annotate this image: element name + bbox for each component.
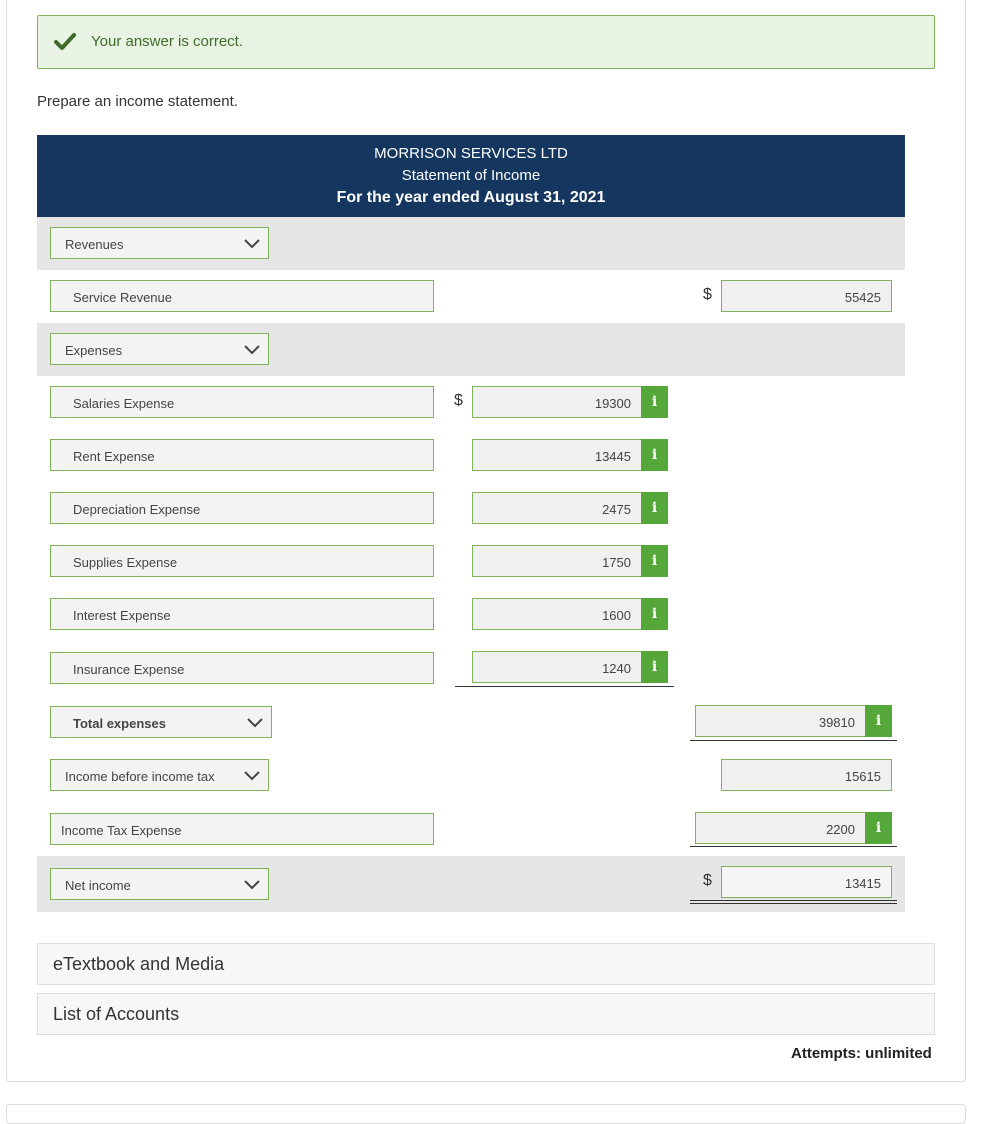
income-before-tax-value: Income before income tax: [65, 769, 215, 784]
expense-amount-input[interactable]: [472, 439, 668, 471]
correct-answer-banner: [37, 15, 935, 69]
expense-amount-value: 1600: [602, 608, 631, 623]
subtotal-underline: [455, 686, 674, 687]
net-income-select[interactable]: [50, 868, 269, 900]
chevron-down-icon: [244, 880, 260, 890]
expenses-heading-value: Expenses: [65, 343, 123, 358]
expense-amount-value: 2475: [602, 502, 631, 517]
income-before-tax-select[interactable]: [50, 759, 269, 791]
info-icon[interactable]: i: [641, 439, 668, 471]
expense-amount-value: 1750: [602, 555, 631, 570]
expenses-heading-select[interactable]: [50, 333, 269, 365]
expense-amount-input[interactable]: [472, 598, 668, 630]
income-before-tax-amount-input[interactable]: 15615: [721, 759, 892, 791]
expense-account-field[interactable]: Interest Expense: [50, 598, 434, 630]
chevron-down-icon: [244, 771, 260, 781]
total-expenses-select[interactable]: [50, 706, 272, 738]
info-icon[interactable]: i: [865, 705, 892, 737]
income-tax-account-field[interactable]: Income Tax Expense: [50, 813, 434, 845]
chevron-down-icon: [244, 345, 260, 355]
income-tax-amount-input[interactable]: [695, 812, 892, 844]
checkmark-icon: [54, 30, 76, 52]
chevron-down-icon: [247, 718, 263, 728]
info-icon[interactable]: i: [865, 812, 892, 844]
question-prompt: Prepare an income statement.: [37, 93, 238, 110]
info-icon[interactable]: i: [641, 651, 668, 683]
expense-account-field[interactable]: Insurance Expense: [50, 652, 434, 684]
list-of-accounts-section[interactable]: List of Accounts: [37, 993, 935, 1035]
expense-amount-value: 1240: [602, 661, 631, 676]
expense-amount-input[interactable]: [472, 492, 668, 524]
total-expenses-amount-input[interactable]: [695, 705, 892, 737]
service-revenue-amount-input[interactable]: 55425: [721, 280, 892, 312]
next-card: [6, 1104, 966, 1124]
revenues-heading-select[interactable]: [50, 227, 269, 259]
double-underline-top: [690, 900, 897, 901]
statement-period: For the year ended August 31, 2021: [336, 189, 606, 206]
dollar-sign: $: [454, 392, 463, 409]
expense-account-field[interactable]: Depreciation Expense: [50, 492, 434, 524]
expense-account-field[interactable]: Supplies Expense: [50, 545, 434, 577]
attempts-label: Attempts: unlimited: [791, 1045, 932, 1062]
revenues-heading-value: Revenues: [65, 237, 124, 252]
expense-account-field[interactable]: Salaries Expense: [50, 386, 434, 418]
total-expenses-value: Total expenses: [73, 716, 166, 731]
info-icon[interactable]: i: [641, 598, 668, 630]
info-icon[interactable]: i: [641, 545, 668, 577]
etextbook-media-section[interactable]: eTextbook and Media: [37, 943, 935, 985]
expense-amount-value: 13445: [594, 449, 631, 464]
service-revenue-account-field[interactable]: Service Revenue: [50, 280, 434, 312]
company-name: MORRISON SERVICES LTD: [374, 145, 568, 162]
dollar-sign: $: [703, 286, 712, 303]
expense-amount-input[interactable]: [472, 386, 668, 418]
statement-title: Statement of Income: [401, 167, 541, 184]
dollar-sign: $: [703, 872, 712, 889]
expense-account-field[interactable]: Rent Expense: [50, 439, 434, 471]
tax-underline: [690, 846, 897, 847]
expense-amount-value: 19300: [594, 396, 631, 411]
income-tax-amount-value: 2200: [826, 822, 855, 837]
banner-message: Your answer is correct.: [91, 33, 244, 50]
total-underline: [690, 740, 897, 741]
expense-amount-input[interactable]: [472, 545, 668, 577]
net-income-amount-input[interactable]: 13415: [721, 866, 892, 898]
info-icon[interactable]: i: [641, 492, 668, 524]
total-expenses-amount-value: 39810: [818, 715, 855, 730]
expense-amount-input[interactable]: [472, 651, 668, 683]
net-income-value: Net income: [65, 878, 131, 893]
statement-header: [37, 135, 905, 217]
double-underline-bottom: [690, 903, 897, 904]
info-icon[interactable]: i: [641, 386, 668, 418]
chevron-down-icon: [244, 239, 260, 249]
